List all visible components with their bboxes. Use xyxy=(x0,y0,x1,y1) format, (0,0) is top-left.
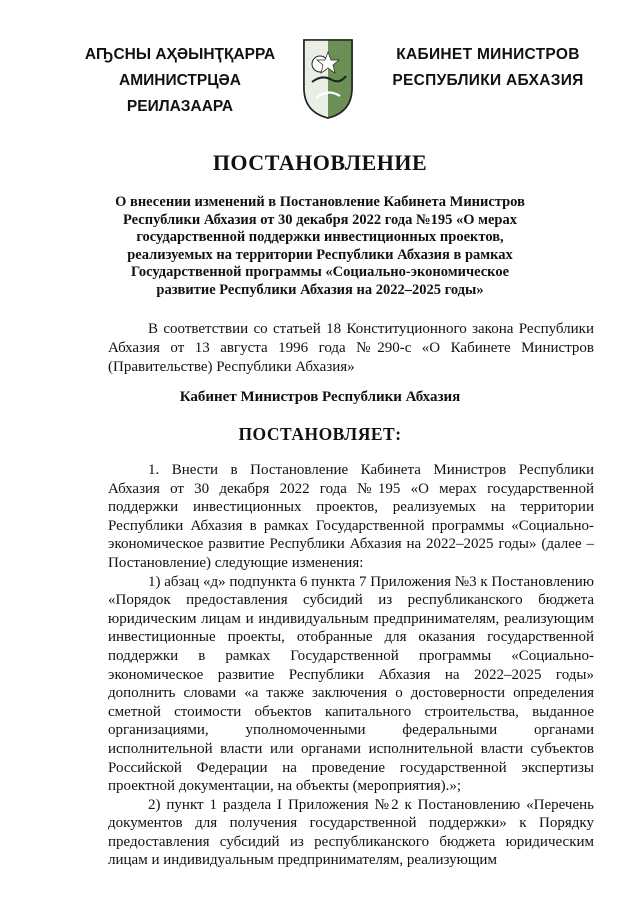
letterhead-russian xyxy=(388,42,588,94)
letterhead-russian-line1: КАБИНЕТ МИНИСТРОВ xyxy=(396,46,580,63)
issuing-body: Кабинет Министров Республики Абхазия xyxy=(179,389,461,405)
decrees-heading: ПОСТАНОВЛЯЕТ: xyxy=(238,424,402,444)
letterhead xyxy=(0,38,640,128)
document-title: ПОСТАНОВЛЕНИЕ xyxy=(212,150,428,175)
preamble: В соответствии со статьей 18 Конституционного закона Республики Абхазия от 13 августа 1996 года №290-с «О Кабинете Министров (Правительстве) Республики Абхазия» xyxy=(108,321,594,375)
coat-of-arms-icon xyxy=(302,38,354,120)
letterhead-abkhaz-line1: АҦСНЫ АҲӘЫНҬҚАРРА xyxy=(84,46,276,63)
document-body xyxy=(108,461,594,870)
letterhead-abkhaz xyxy=(70,42,290,120)
document-subtitle: О внесении изменений в Постановление Кабинета Министров Республики Абхазия от 30 декабря 2022 года №195 «О мерах государственной поддержки инвестиционных проектов, реализуемых на территории Республики Абхазия в рамках Государственной программы «Социально-экономическое развитие Республики Абхазия на 2022–2025 годы» xyxy=(115,194,525,298)
letterhead-abkhaz-line2: АМИНИСТРЦӘА РЕИЛАЗААРА xyxy=(119,72,241,115)
paragraph-3: 2) пункт 1 раздела I Приложения №2 к Постановлению «Перечень документов для получения государственной поддержки» к Порядку предоставления субсидий из республиканского бюджета юридическим лицам и индивидуальным предпринимателям, реализующим xyxy=(108,796,594,869)
paragraph-1: 1. Внести в Постановление Кабинета Министров Республики Абхазия от 30 декабря 2022 года №195 «О мерах государственной поддержки инвестиционных проектов, реализуемых на территории Республики Абхазия в рамках Государственной программы «Социально-экономическое развитие Республики Абхазия на 2022–2025 годы» (далее – Постановление) следующие изменения: xyxy=(108,462,594,571)
paragraph-2: 1) абзац «д» подпункта 6 пункта 7 Приложения №3 к Постановлению «Порядок предоставления субсидий из республиканского бюджета юридическим лицам и индивидуальным предпринимателям, реализующим инвестиционные проекты, отобранные для оказания государственной поддержки в рамках Государственной программы «Социально-экономическое развитие Республики Абхазия на 2022–2025 годы» дополнить словами «а также заключения о достоверности определения сметной стоимости объектов капитального строительства, выданное организациями, уполномоченными федеральными органами исполнительной власти или органами исполнительной власти субъектов Российской Федерации на проведение государственной экспертизы проектной документации, на объекты (мероприятия).»; xyxy=(108,573,594,795)
letterhead-russian-line2: РЕСПУБЛИКИ АБХАЗИЯ xyxy=(392,72,584,89)
